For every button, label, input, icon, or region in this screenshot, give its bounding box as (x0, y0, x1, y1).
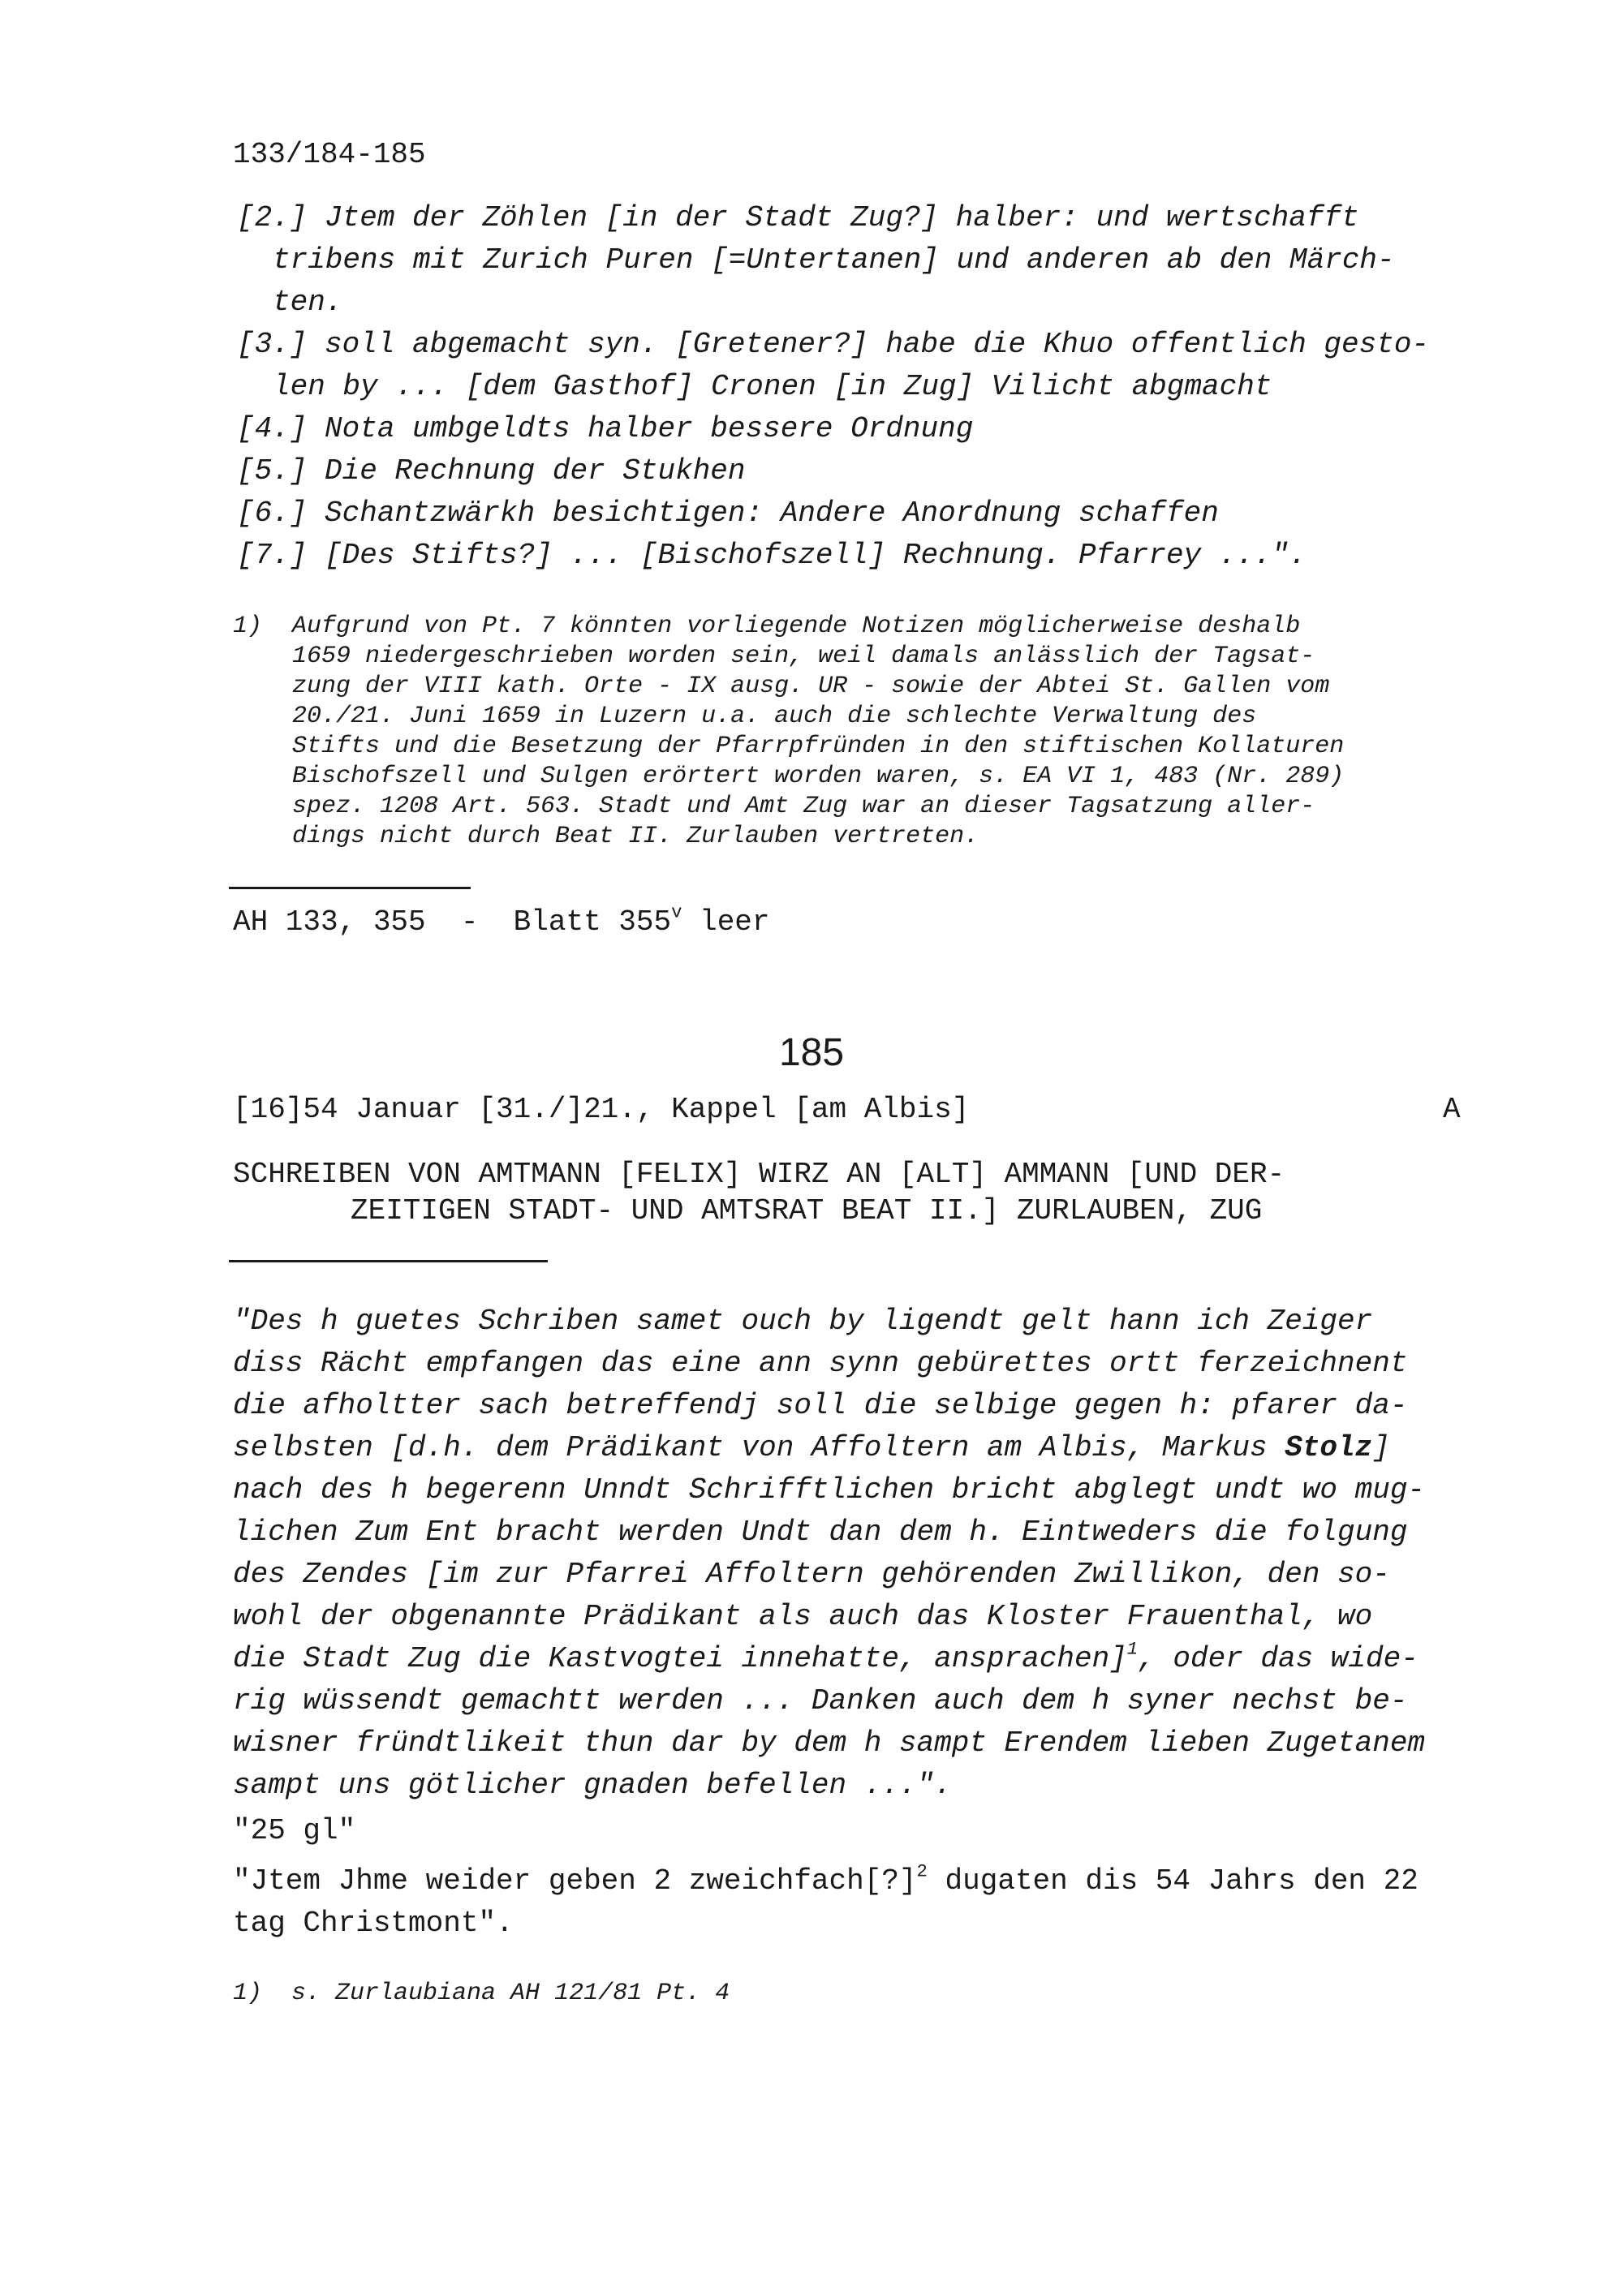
document-heading-continuation: ZEITIGEN STADT- UND AMTSRAT BEAT II.] ZURLAUBEN, ZUG (351, 1194, 1263, 1228)
list-item: [5.] Die Rechnung der Stukhen (237, 454, 746, 488)
body-line: tag Christmont". (233, 1907, 514, 1940)
list-item-continuation: len by ... [dem Gasthof] Cronen [in Zug] Vilicht abgmacht (273, 370, 1272, 403)
body-line: des Zendes [im zur Pfarrei Affoltern gehörenden Zwillikon, den so- (233, 1558, 1390, 1591)
body-line: nach des h begerenn Unndt Schrifftlichen bricht abglegt undt wo mug- (233, 1473, 1426, 1507)
body-line: die afholtter sach betreffendj soll die selbige gegen h: pfarer da- (233, 1389, 1408, 1422)
body-line: "Des h guetes Schriben samet ouch by ligendt gelt hann ich Zeiger (233, 1305, 1373, 1338)
document-category: A (1443, 1093, 1461, 1126)
body-line: selbsten [d.h. dem Prädikant von Affoltern am Albis, Markus Stolz] (233, 1431, 1390, 1464)
list-item-continuation: ten. (273, 286, 343, 319)
page-reference: 133/184-185 (233, 138, 426, 171)
body-line: wohl der obgenannte Prädikant als auch das Kloster Frauenthal, wo (233, 1600, 1373, 1633)
footnote-line: Bischofszell und Sulgen erörtert worden waren, s. EA VI 1, 483 (Nr. 289) (292, 763, 1345, 790)
footnote-line: zung der VIII kath. Orte - IX ausg. UR - sowie der Abtei St. Gallen vom (292, 673, 1330, 700)
footnote-line: spez. 1208 Art. 563. Stadt und Amt Zug war an dieser Tagsatzung aller- (292, 793, 1315, 820)
footnote-line: Aufgrund von Pt. 7 könnten vorliegende Notizen möglicherweise deshalb (292, 613, 1301, 640)
list-item-continuation: tribens mit Zurich Puren [=Untertanen] und anderen ab den Märch- (273, 243, 1395, 277)
divider (229, 887, 471, 889)
amount-line: "25 gl" (233, 1814, 356, 1847)
footnote-ref: 2 (916, 1860, 928, 1882)
footnote-line: 20./21. Juni 1659 in Luzern u.a. auch die schlechte Verwaltung des (292, 703, 1257, 730)
emphasized-name: Stolz (1285, 1431, 1373, 1464)
archive-reference: AH 133, 355 - Blatt 355$^v$ leer (233, 901, 770, 939)
list-item: [6.] Schantzwärkh besichtigen: Andere Anordnung schaffen (237, 497, 1219, 530)
list-item: [4.] Nota umbgeldts halber bessere Ordnung (237, 412, 974, 445)
document-heading: SCHREIBEN VON AMTMANN [FELIX] WIRZ AN [ALT] AMMANN [UND DER- (233, 1158, 1285, 1191)
document-number: 185 (778, 1031, 845, 1074)
body-line: wisner fründtlikeit thun dar by dem h sampt Erendem lieben Zugetanem (233, 1726, 1426, 1760)
footnote-mark: 1) (233, 613, 263, 640)
divider (229, 1260, 548, 1262)
footnote-ref: 1 (1126, 1638, 1139, 1660)
body-line: diss Rächt empfangen das eine ann synn gebürettes ortt ferzeichnent (233, 1347, 1408, 1380)
body-line: lichen Zum Ent bracht werden Undt dan dem h. Eintweders die folgung (233, 1516, 1408, 1549)
list-item: [2.] Jtem der Zöhlen [in der Stadt Zug?] halber: und wertschafft (237, 201, 1359, 234)
body-line: sampt uns götlicher gnaden befellen ...". (233, 1769, 952, 1802)
body-line: "Jtem Jhme weider geben 2 zweichfach[?]$^2$ dugaten dis 54 Jahrs den 22 (233, 1860, 1419, 1898)
body-line: rig wüssendt gemachtt werden ... Danken auch dem h syner nechst be- (233, 1684, 1408, 1718)
document-dateline: [16]54 Januar [31./]21., Kappel [am Albis] (233, 1093, 970, 1126)
footnote-line: 1659 niedergeschrieben worden sein, weil damals anlässlich der Tagsat- (292, 643, 1315, 670)
list-item: [3.] soll abgemacht syn. [Gretener?] habe die Khuo offentlich gesto- (237, 328, 1430, 361)
body-line: die Stadt Zug die Kastvogtei innehatte, ansprachen]$^1$, oder das wide- (233, 1638, 1419, 1675)
footnote-line: dings nicht durch Beat II. Zurlauben vertreten. (292, 823, 979, 850)
footnote-line: Stifts und die Besetzung der Pfarrpfründen in den stiftischen Kollaturen (292, 733, 1345, 760)
list-item: [7.] [Des Stifts?] ... [Bischofszell] Rechnung. Pfarrey ...". (237, 539, 1307, 572)
footnote-line: 1) s. Zurlaubiana AH 121/81 Pt. 4 (233, 1980, 730, 2007)
